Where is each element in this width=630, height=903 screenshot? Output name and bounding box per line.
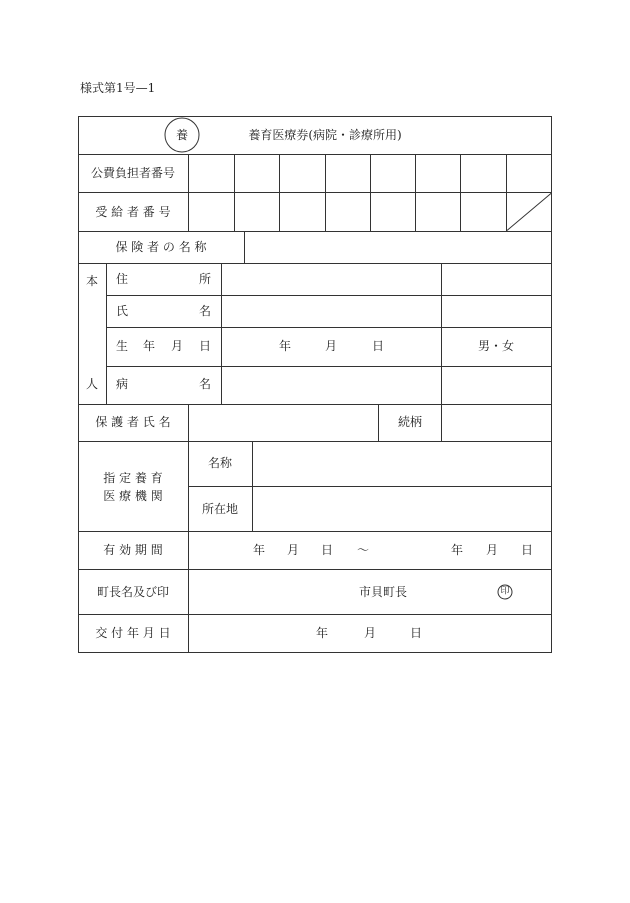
- facility-name-label: 名称: [207, 456, 233, 470]
- birth-label-1: 生: [115, 339, 129, 353]
- guardian-name-label: 保 護 者 氏 名: [95, 415, 171, 429]
- birth-label-3: 月: [170, 339, 184, 353]
- name-label-b: 名: [198, 304, 212, 318]
- validity-from-year: 年: [252, 543, 266, 557]
- disease-label-a: 病: [115, 377, 129, 391]
- form-number: 様式第1号—1: [80, 81, 156, 95]
- disease-label-b: 名: [198, 377, 212, 391]
- birth-label-4: 日: [198, 339, 212, 353]
- birth-label-2: 年: [142, 339, 156, 353]
- validity-to-year: 年: [450, 543, 464, 557]
- address-label-b: 所: [198, 272, 212, 286]
- diagonal-slash: [506, 192, 552, 231]
- birth-day: 日: [371, 339, 385, 353]
- validity-to-month: 月: [485, 543, 499, 557]
- issue-date-label: 交 付 年 月 日: [95, 626, 171, 640]
- validity-from-day: 日: [320, 543, 334, 557]
- form-title: 養育医療券(病院・診療所用): [248, 128, 402, 142]
- validity-tilde: 〜: [356, 543, 370, 557]
- public-payer-number-label: 公費負担者番号: [90, 166, 176, 180]
- validity-to-day: 日: [520, 543, 534, 557]
- mayor-label: 町長名及び印: [96, 585, 170, 599]
- issue-year: 年: [315, 626, 329, 640]
- validity-label: 有 効 期 間: [103, 543, 163, 557]
- name-label-a: 氏: [115, 304, 129, 318]
- seal-character: 養: [175, 128, 189, 142]
- birth-month: 月: [324, 339, 338, 353]
- insurer-name-label: 保 険 者 の 名 称: [115, 240, 207, 254]
- person-side-label-bottom: 人: [85, 377, 99, 391]
- seal-stamp: 印: [500, 586, 510, 597]
- recipient-number-label: 受 給 者 番 号: [95, 205, 171, 219]
- relation-label: 続柄: [397, 415, 423, 429]
- validity-from-month: 月: [286, 543, 300, 557]
- facility-label-line1: 指 定 養 育: [103, 471, 163, 485]
- birth-year: 年: [278, 339, 292, 353]
- address-label-a: 住: [115, 272, 129, 286]
- mayor-name: 市貝町長: [358, 585, 408, 599]
- facility-location-label: 所在地: [201, 502, 239, 516]
- person-side-label-top: 本: [85, 274, 99, 288]
- sex-options: 男・女: [477, 339, 515, 353]
- issue-day: 日: [409, 626, 423, 640]
- facility-label-line2: 医 療 機 関: [103, 489, 163, 503]
- issue-month: 月: [363, 626, 377, 640]
